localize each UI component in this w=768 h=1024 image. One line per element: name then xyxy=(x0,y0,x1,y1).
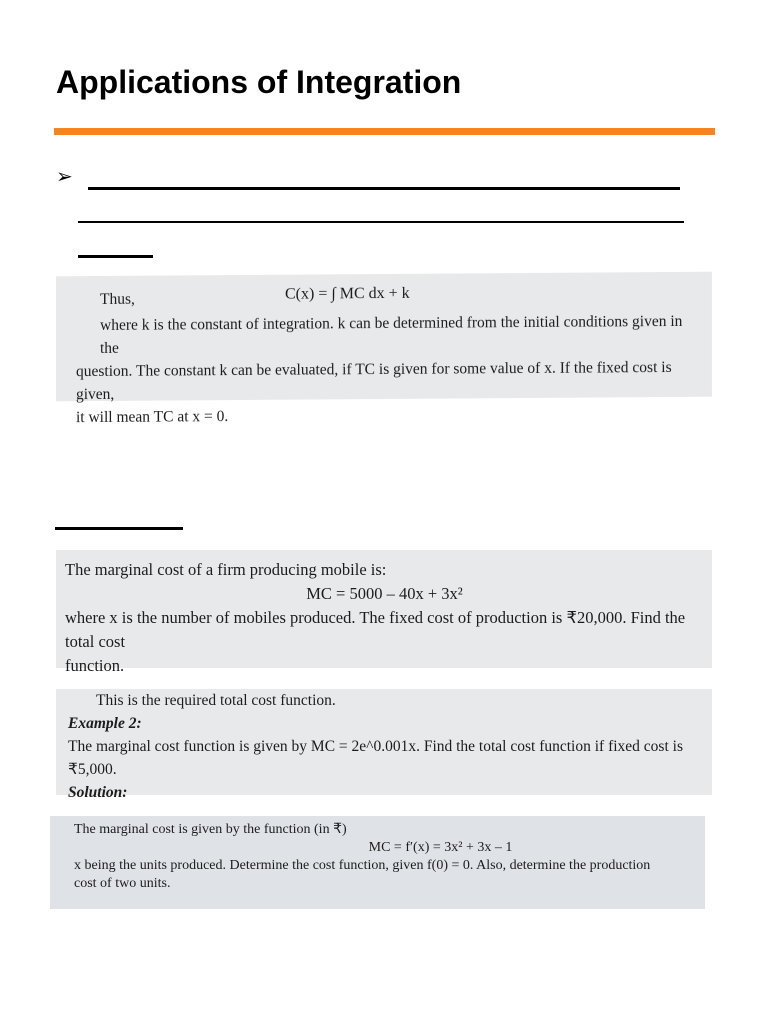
snippet1-paragraph-line1: where k is the constant of integration. k can be determined from the initial conditions given in the xyxy=(100,312,683,357)
snippet1-thus: Thus, xyxy=(100,290,135,308)
snippet1-formula: C(x) = ∫ MC dx + k xyxy=(285,284,410,303)
page-title: Applications of Integration xyxy=(56,64,462,100)
blank-line-4 xyxy=(55,527,183,530)
snippet4-formula: MC = f′(x) = 3x² + 3x – 1 xyxy=(368,840,513,855)
snippet1-paragraph-line2: question. The constant k can be evaluated, if TC is given for some value of x. If the fixed cost is given, xyxy=(76,358,672,404)
textbook-snippet-example-2 xyxy=(56,689,712,801)
snippet4-line4: cost of two units. xyxy=(74,876,171,891)
snippet3-solution-text: Solution: xyxy=(68,784,128,801)
blank-line-2 xyxy=(78,221,684,223)
snippet2-line4: function. xyxy=(65,656,125,675)
snippet4-line1: The marginal cost is given by the function (in ₹) xyxy=(74,822,347,837)
snippet3-heading-text: Example 2: xyxy=(68,715,142,732)
textbook-snippet-mobile-example xyxy=(56,550,712,675)
blank-line-3 xyxy=(78,255,153,258)
textbook-snippet-cost-function xyxy=(50,816,705,909)
snippet2-line1: The marginal cost of a firm producing mobile is: xyxy=(65,560,387,579)
snippet2-formula: MC = 5000 – 40x + 3x² xyxy=(306,584,463,603)
snippet3-line3: The marginal cost function is given by MC = 2e^0.001x. Find the total cost function if fixed cost is ₹5,000. xyxy=(68,738,683,778)
snippet3-solution xyxy=(68,781,704,804)
bullet-arrow-icon: ➢ xyxy=(56,164,73,188)
textbook-snippet-cost-formula xyxy=(56,272,712,427)
snippet2-line3: where x is the number of mobiles produced. The fixed cost of production is ₹20,000. Find the total cost xyxy=(65,608,686,651)
snippet3-heading xyxy=(68,712,704,735)
blank-line-1 xyxy=(88,187,680,190)
snippet4-line3: x being the units produced. Determine the cost function, given f(0) = 0. Also, determine the production xyxy=(74,858,651,873)
title-underline xyxy=(54,128,715,135)
snippet3-line1: This is the required total cost function. xyxy=(96,692,336,709)
snippet1-paragraph-line3: it will mean TC at x = 0. xyxy=(76,408,229,427)
